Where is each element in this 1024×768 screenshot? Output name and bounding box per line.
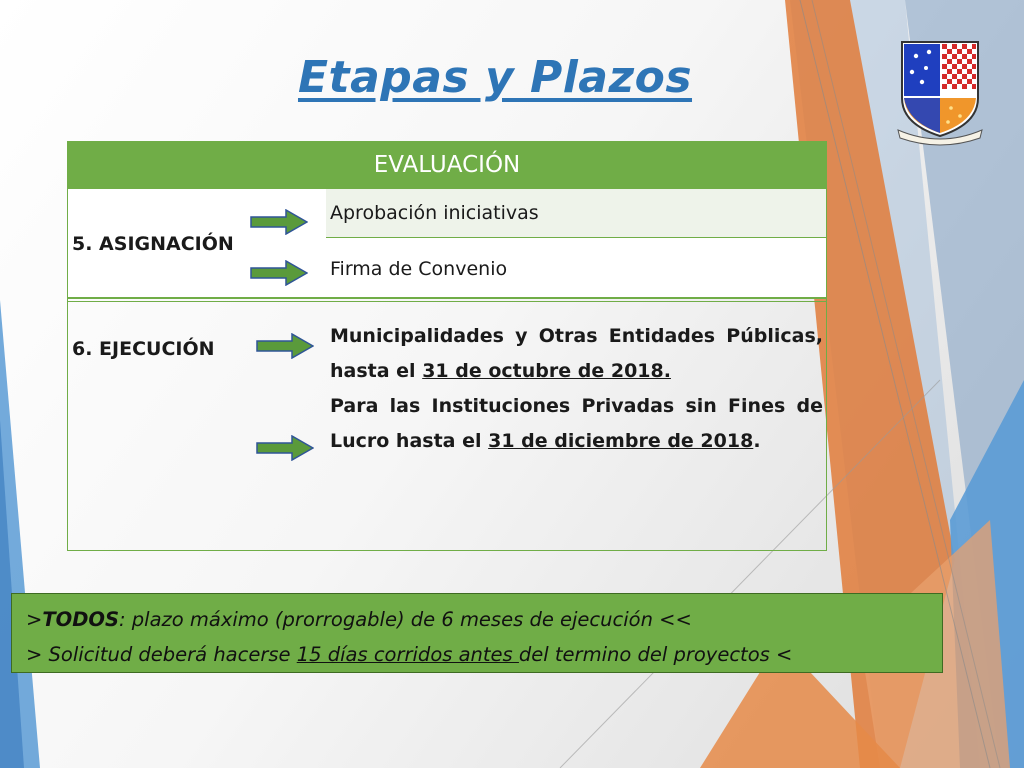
regional-crest-logo xyxy=(896,38,984,146)
slide-title: Etapas y Plazos xyxy=(297,52,693,103)
deadline-octubre: 31 de octubre de 2018. xyxy=(422,360,671,382)
ejecucion-label: 6. EJECUCIÓN xyxy=(72,338,215,360)
note-line-todos: >TODOS: plazo máximo (prorrogable) de 6 meses de ejecución << xyxy=(26,608,692,631)
stages-table xyxy=(67,141,827,551)
arrow-right-icon xyxy=(250,209,308,235)
note-line-solicitud: > Solicitud deberá hacerse 15 días corridos antes del termino del proyectos < xyxy=(26,643,793,666)
asignacion-item-firma: Firma de Convenio xyxy=(330,258,508,280)
table-header: EVALUACIÓN xyxy=(67,141,827,189)
note-box xyxy=(11,593,943,673)
asignacion-label: 5. ASIGNACIÓN xyxy=(72,233,234,255)
deadline-diciembre: 31 de diciembre de 2018 xyxy=(488,430,754,452)
ejecucion-privadas: Para las Instituciones Privadas sin Fines de Lucro hasta el 31 de diciembre de 2018. xyxy=(330,395,823,452)
ejecucion-municipalidades: Municipalidades y Otras Entidades Públicas, hasta el 31 de octubre de 2018. xyxy=(330,325,823,382)
ejecucion-details xyxy=(330,319,823,459)
arrow-right-icon xyxy=(250,260,308,286)
arrow-right-icon xyxy=(256,435,314,461)
arrow-right-icon xyxy=(256,333,314,359)
asignacion-item-aprobacion: Aprobación iniciativas xyxy=(330,202,539,224)
